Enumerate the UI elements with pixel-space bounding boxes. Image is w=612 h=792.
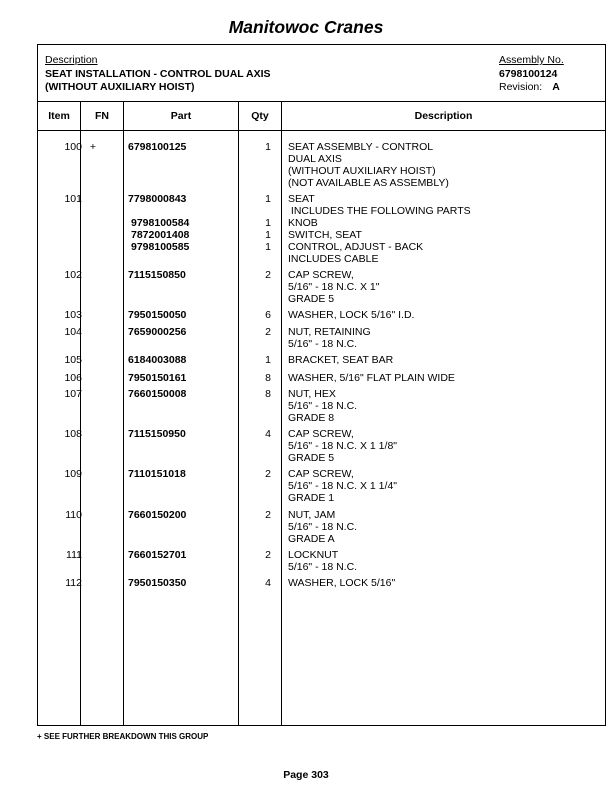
item-number: 108 (64, 428, 82, 440)
fn-marker: + (89, 141, 97, 153)
part-number: 6184003088 (128, 354, 187, 366)
brand-title: Manitowoc Cranes (228, 17, 384, 37)
quantity: 1 (265, 354, 271, 366)
footnote: + SEE FURTHER BREAKDOWN THIS GROUP (37, 732, 209, 741)
item-number: 112 (65, 577, 82, 589)
part-number: 7950150350 (128, 577, 187, 589)
part-number: 9798100585 (131, 241, 190, 253)
assembly-number-label: Assembly No. (499, 54, 564, 66)
item-number: 109 (64, 468, 82, 480)
part-number: 7950150050 (128, 309, 187, 321)
part-number: 7872001408 (131, 229, 190, 241)
part-number: 7110151018 (128, 468, 186, 480)
part-number: 7798000843 (128, 193, 187, 205)
assembly-title-line1: SEAT INSTALLATION - CONTROL DUAL AXIS (45, 68, 271, 80)
quantity: 1 (265, 141, 271, 153)
part-description: CONTROL, ADJUST - BACK INCLUDES CABLE (288, 241, 424, 265)
quantity: 2 (265, 549, 271, 561)
page-number: Page 303 (283, 769, 329, 781)
assembly-title-line2: (WITHOUT AUXILIARY HOIST) (45, 81, 195, 93)
part-description: NUT, HEX 5/16" - 18 N.C. GRADE 8 (288, 388, 358, 424)
item-number: 111 (66, 549, 82, 561)
column-divider (123, 101, 124, 725)
part-number: 7950150161 (128, 372, 187, 384)
assembly-number: 6798100124 (499, 68, 558, 80)
part-description: CAP SCREW, 5/16" - 18 N.C. X 1 1/8" GRADE 5 (288, 428, 398, 464)
quantity: 2 (265, 326, 271, 338)
part-description: LOCKNUT 5/16" - 18 N.C. (288, 549, 358, 573)
item-number: 107 (64, 388, 82, 400)
revision-label: Revision: (499, 81, 543, 93)
part-description: SEAT INCLUDES THE FOLLOWING PARTS (288, 193, 471, 217)
part-description: NUT, JAM 5/16" - 18 N.C. GRADE A (288, 509, 358, 545)
revision (499, 81, 560, 93)
part-number: 9798100584 (131, 217, 190, 229)
quantity: 8 (265, 388, 271, 400)
part-description: WASHER, LOCK 5/16" I.D. (288, 309, 415, 321)
part-description: KNOB (288, 217, 318, 229)
item-number: 104 (64, 326, 82, 338)
column-header-part: Part (170, 110, 192, 122)
part-number: 7660150008 (128, 388, 187, 400)
part-number: 7115150950 (128, 428, 186, 440)
quantity: 1 (265, 229, 271, 241)
part-number: 6798100125 (128, 141, 187, 153)
item-number: 100 (64, 141, 82, 153)
description-label: Description (45, 54, 98, 66)
quantity: 4 (265, 428, 271, 440)
quantity: 1 (265, 217, 271, 229)
quantity: 2 (265, 269, 271, 281)
quantity: 2 (265, 509, 271, 521)
quantity: 2 (265, 468, 271, 480)
part-number: 7660150200 (128, 509, 187, 521)
part-description: NUT, RETAINING 5/16" - 18 N.C. (288, 326, 371, 350)
quantity: 4 (265, 577, 271, 589)
part-number: 7660152701 (128, 549, 187, 561)
quantity: 6 (265, 309, 271, 321)
column-header-item: Item (48, 110, 70, 122)
part-description: SWITCH, SEAT (288, 229, 362, 241)
quantity: 1 (265, 241, 271, 253)
column-header-qty: Qty (251, 110, 269, 122)
part-description: WASHER, 5/16" FLAT PLAIN WIDE (288, 372, 455, 384)
part-description: BRACKET, SEAT BAR (288, 354, 394, 366)
column-header-fn: FN (95, 110, 109, 122)
item-number: 101 (64, 193, 82, 205)
column-divider (281, 101, 282, 725)
part-description: WASHER, LOCK 5/16" (288, 577, 396, 589)
item-number: 110 (65, 509, 82, 521)
parts-list-frame (37, 44, 606, 726)
part-description: CAP SCREW, 5/16" - 18 N.C. X 1" GRADE 5 (288, 269, 380, 305)
item-number: 102 (64, 269, 82, 281)
part-number: 7115150850 (128, 269, 186, 281)
quantity: 8 (265, 372, 271, 384)
part-description: SEAT ASSEMBLY - CONTROL DUAL AXIS (WITHOUT AUXILIARY HOIST) (NOT AVAILABLE AS ASSEMBLY) (288, 141, 449, 189)
revision-value: A (552, 81, 560, 93)
part-description: CAP SCREW, 5/16" - 18 N.C. X 1 1/4" GRADE 1 (288, 468, 398, 504)
item-number: 103 (64, 309, 82, 321)
part-number: 7659000256 (128, 326, 187, 338)
item-number: 105 (64, 354, 82, 366)
column-header-description: Description (414, 110, 473, 122)
item-number: 106 (64, 372, 82, 384)
quantity: 1 (265, 193, 271, 205)
